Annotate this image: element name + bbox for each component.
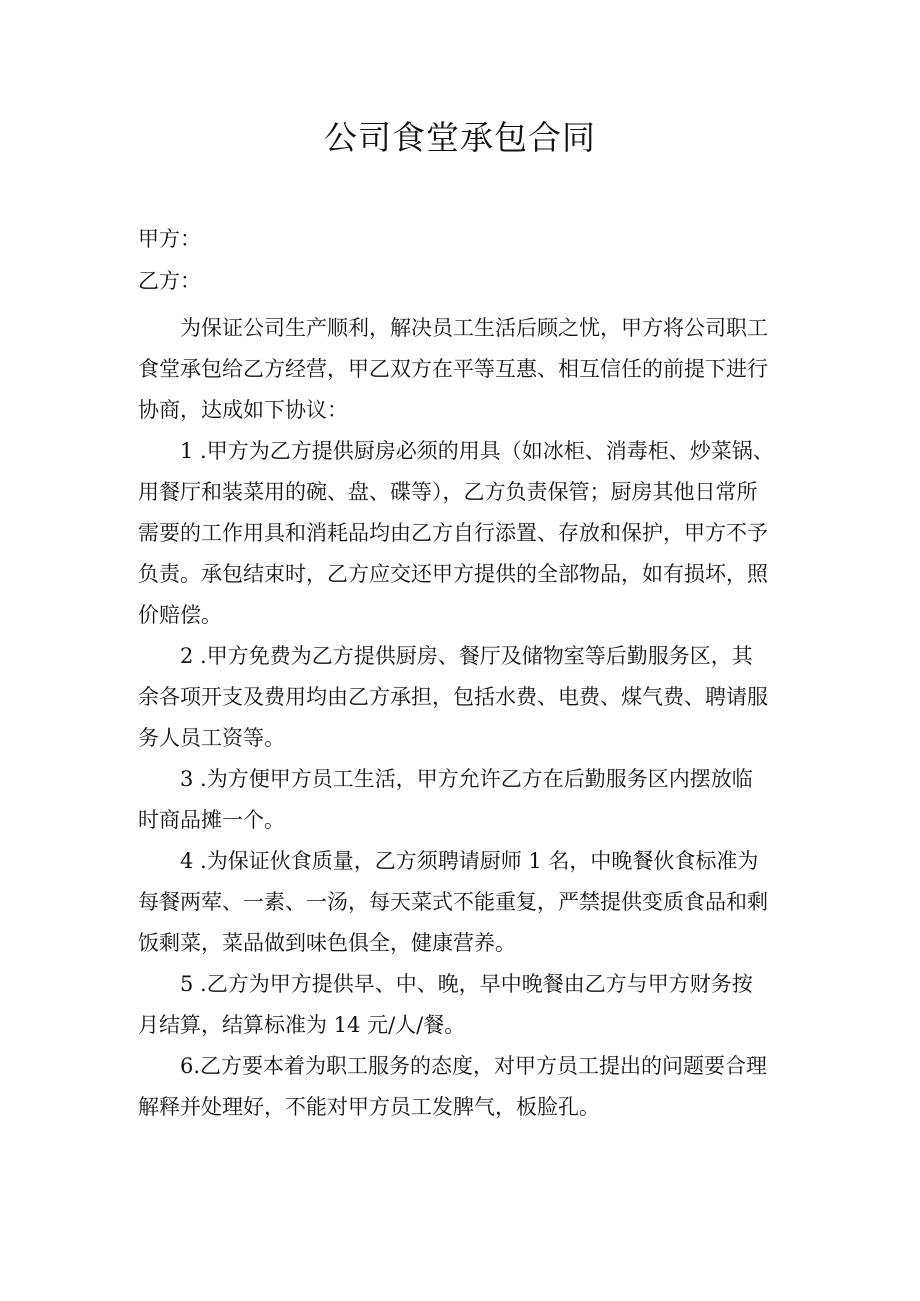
paragraph-line: 时商品摊一个。 bbox=[138, 808, 285, 832]
clause-1 bbox=[138, 431, 798, 636]
paragraph-line: 2 .甲方免费为乙方提供厨房、餐厅及储物室等后勤服务区，其 bbox=[180, 644, 753, 668]
clause-5 bbox=[138, 964, 798, 1046]
paragraph-line: 5 .乙方为甲方提供早、中、晚，早中晚餐由乙方与甲方财务按 bbox=[180, 972, 753, 996]
paragraph-line: 解释并处理好，不能对甲方员工发脾气，板脸孔。 bbox=[138, 1095, 600, 1119]
paragraph-line: 价赔偿。 bbox=[138, 603, 222, 627]
paragraph-line: 6.乙方要本着为职工服务的态度，对甲方员工提出的问题要合理 bbox=[180, 1054, 768, 1078]
paragraph-line: 饭剩菜，菜品做到味色俱全，健康营养。 bbox=[138, 931, 516, 955]
paragraph-line: 每餐两荤、一素、一汤，每天菜式不能重复，严禁提供变质食品和剩 bbox=[138, 890, 768, 914]
clause-6 bbox=[138, 1046, 798, 1128]
paragraph-line: 协商，达成如下协议： bbox=[138, 398, 348, 422]
party-a-label: 甲方： bbox=[138, 227, 201, 251]
paragraph-line: 食堂承包给乙方经营，甲乙双方在平等互惠、相互信任的前提下进行 bbox=[138, 357, 768, 381]
clause-2 bbox=[138, 636, 798, 759]
document-title: 公司食堂承包合同 bbox=[324, 118, 596, 157]
paragraph-line: 需要的工作用具和消耗品均由乙方自行添置、存放和保护，甲方不予 bbox=[138, 521, 768, 545]
paragraph-line: 3 .为方便甲方员工生活，甲方允许乙方在后勤服务区内摆放临 bbox=[180, 767, 753, 791]
clause-4 bbox=[138, 841, 798, 964]
party-b-label: 乙方： bbox=[138, 269, 201, 293]
paragraph-line: 余各项开支及费用均由乙方承担，包括水费、电费、煤气费、聘请服 bbox=[138, 685, 768, 709]
paragraph-line: 1 .甲方为乙方提供厨房必须的用具（如冰柜、消毒柜、炒菜锅、 bbox=[180, 439, 774, 463]
paragraph-line: 为保证公司生产顺利，解决员工生活后顾之忧，甲方将公司职工 bbox=[180, 316, 768, 340]
paragraph-line: 月结算，结算标准为 14 元/人/餐。 bbox=[138, 1013, 466, 1037]
party-block bbox=[138, 219, 798, 303]
clause-3 bbox=[138, 759, 798, 841]
document-body bbox=[138, 219, 798, 1128]
paragraph-line: 负责。承包结束时，乙方应交还甲方提供的全部物品，如有损坏，照 bbox=[138, 562, 768, 586]
paragraph-line: 用餐厅和装菜用的碗、盘、碟等），乙方负责保管；厨房其他日常所 bbox=[138, 480, 758, 504]
paragraph-line: 务人员工资等。 bbox=[138, 726, 285, 750]
paragraph-line: 4 .为保证伙食质量，乙方须聘请厨师 1 名，中晚餐伙食标准为 bbox=[180, 849, 759, 873]
paragraph-intro bbox=[138, 308, 798, 431]
